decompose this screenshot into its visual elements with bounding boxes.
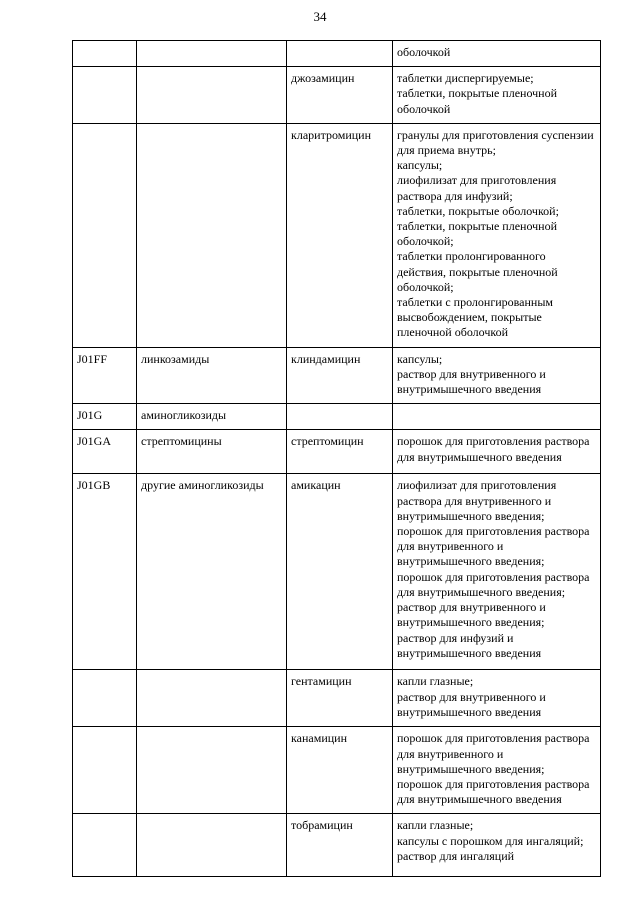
atc-code-cell <box>73 123 137 347</box>
pharmacological-group-cell: аминогликозиды <box>137 404 287 430</box>
table-row <box>73 814 601 877</box>
dosage-form-line: лиофилизат для приготовления раствора для внутривенного и внутримышечного введения; <box>397 478 557 523</box>
drug-name-cell: стрептомицин <box>287 430 393 474</box>
atc-code-cell: J01G <box>73 404 137 430</box>
pharmacological-group-cell <box>137 123 287 347</box>
atc-code-cell <box>73 814 137 877</box>
dosage-forms-cell <box>393 814 601 877</box>
dosage-form-line: раствор для внутривенного и внутримышечного введения <box>397 366 546 397</box>
pharmacological-group-cell <box>137 41 287 67</box>
pharmacological-group-cell: стрептомицины <box>137 430 287 474</box>
pharmacological-group-cell <box>137 727 287 814</box>
table-row <box>73 474 601 670</box>
table-row <box>73 404 601 430</box>
dosage-forms-cell <box>393 67 601 124</box>
atc-code-cell: J01FF <box>73 347 137 404</box>
atc-code-cell <box>73 67 137 124</box>
dosage-forms-cell <box>393 474 601 670</box>
pharmacological-group-cell: линкозамиды <box>137 347 287 404</box>
dosage-forms-cell <box>393 41 601 67</box>
dosage-forms-cell <box>393 670 601 727</box>
dosage-form-line: раствор для внутривенного и внутримышечного введения <box>397 689 546 719</box>
pharmacological-group-cell <box>137 814 287 877</box>
table-row <box>73 670 601 727</box>
dosage-form-line: таблетки с пролонгированным высвобождением, покрытые пленочной оболочкой <box>397 295 554 340</box>
page-number: 34 <box>313 9 327 24</box>
drug-name-cell: гентамицин <box>287 670 393 727</box>
dosage-form-line: лиофилизат для приготовления раствора для инфузий; <box>397 173 557 203</box>
dosage-form-line: порошок для приготовления раствора для внутримышечного введения <box>397 777 590 807</box>
dosage-forms-cell <box>393 123 601 347</box>
pharmacological-group-cell <box>137 670 287 727</box>
dosage-form-line: порошок для приготовления раствора для внутривенного и внутримышечного введения; <box>397 731 590 776</box>
pharmacological-group-cell: другие аминогликозиды <box>137 474 287 670</box>
drug-name-cell: клиндамицин <box>287 347 393 404</box>
drug-table <box>72 40 601 877</box>
drug-name-cell: джозамицин <box>287 67 393 124</box>
dosage-form-line: порошок для приготовления раствора для внутримышечного введения <box>397 434 590 464</box>
dosage-form-line: гранулы для приготовления суспензии для приема внутрь; <box>397 127 594 158</box>
table-row <box>73 347 601 404</box>
dosage-form-line: капсулы; <box>397 158 443 173</box>
dosage-forms-cell <box>393 347 601 404</box>
dosage-forms-cell <box>393 404 601 430</box>
dosage-forms-cell <box>393 727 601 814</box>
atc-code-cell: J01GB <box>73 474 137 670</box>
table-row <box>73 41 601 67</box>
drug-name-cell: канамицин <box>287 727 393 814</box>
drug-name-cell: тобрамицин <box>287 814 393 877</box>
atc-code-cell <box>73 670 137 727</box>
table-row <box>73 727 601 814</box>
atc-code-cell <box>73 727 137 814</box>
dosage-form-line: таблетки диспергируемые; <box>397 71 534 86</box>
table-row <box>73 67 601 124</box>
drug-name-cell <box>287 404 393 430</box>
dosage-form-line: капли глазные; <box>397 674 474 689</box>
dosage-form-line: капсулы; <box>397 351 443 366</box>
atc-code-cell <box>73 41 137 67</box>
dosage-form-line: таблетки, покрытые оболочкой; <box>397 203 559 218</box>
dosage-form-line: таблетки, покрытые пленочной оболочкой <box>397 86 558 116</box>
drug-name-cell <box>287 41 393 67</box>
dosage-form-line: раствор для инфузий и внутримышечного введения <box>397 630 542 660</box>
atc-code-cell: J01GA <box>73 430 137 474</box>
dosage-form-line: капсулы с порошком для ингаляций; <box>397 833 584 848</box>
pharmacological-group-cell <box>137 67 287 124</box>
table-row <box>73 123 601 347</box>
dosage-forms-cell <box>393 430 601 474</box>
dosage-form-line: капли глазные; <box>397 818 474 833</box>
dosage-form-line: порошок для приготовления раствора для внутримышечного введения; <box>397 569 590 599</box>
dosage-form-line: оболочкой <box>397 45 451 59</box>
dosage-form-line: таблетки пролонгированного действия, покрытые пленочной оболочкой; <box>397 249 558 294</box>
drug-name-cell: амикацин <box>287 474 393 670</box>
table-row <box>73 430 601 474</box>
dosage-form-line: раствор для ингаляций <box>397 848 515 863</box>
dosage-form-line: порошок для приготовления раствора для внутривенного и внутримышечного введения; <box>397 524 590 569</box>
drug-name-cell: кларитромицин <box>287 123 393 347</box>
dosage-form-line: раствор для внутривенного и внутримышечного введения; <box>397 600 546 630</box>
table-body <box>73 41 601 877</box>
dosage-form-line: таблетки, покрытые пленочной оболочкой; <box>397 219 558 249</box>
